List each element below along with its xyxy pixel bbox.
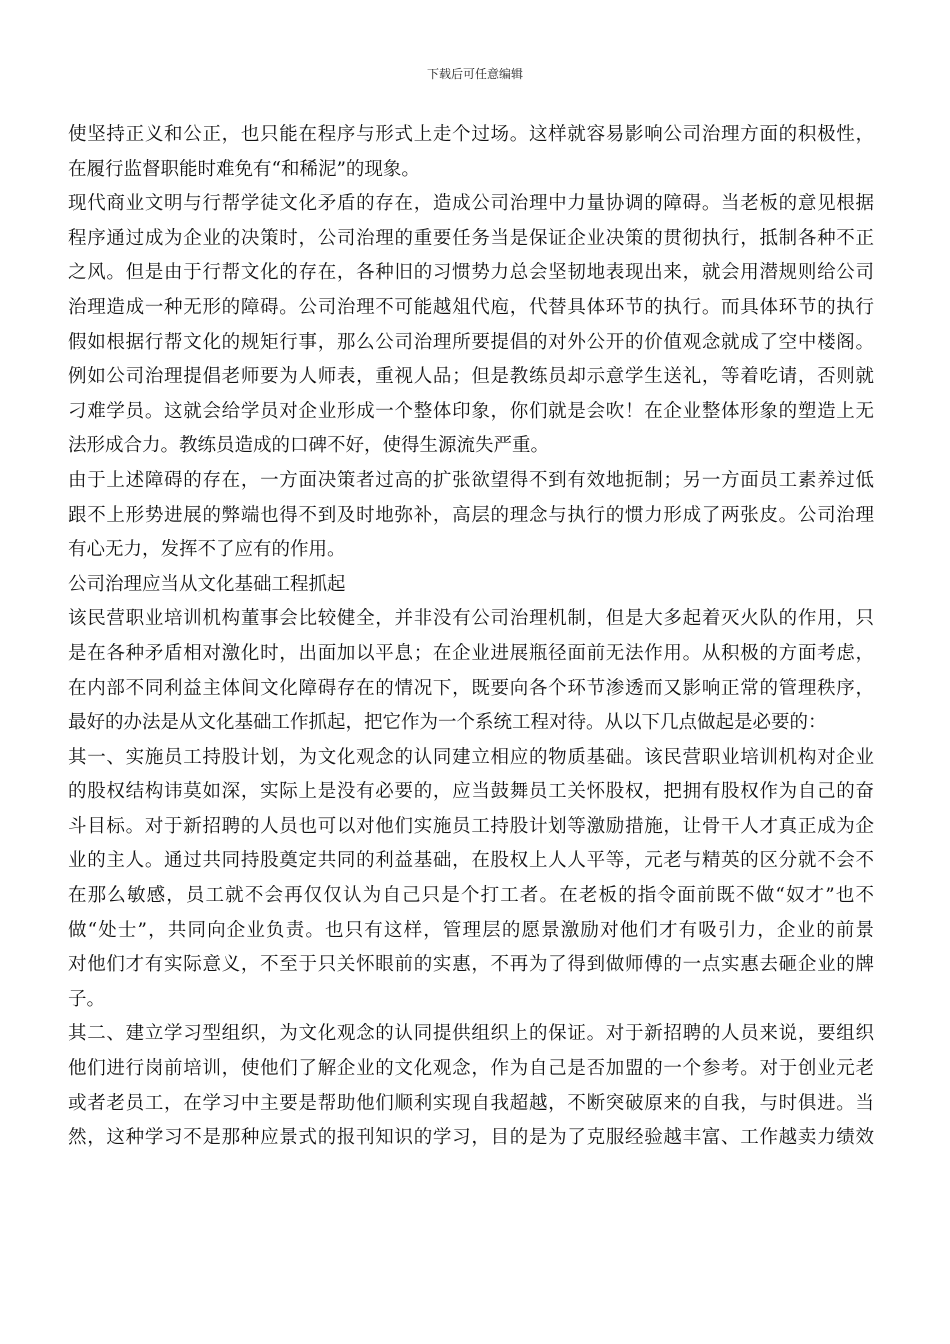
text-line: 对他们才有实际意义，不至于只关怀眼前的实惠，不再为了得到做师傅的一点实惠去砸企业的牌 [68,954,874,976]
page-header: 下载后可任意编辑 [426,67,523,81]
text-line: 在内部不同利益主体间文化障碍存在的情况下，既要向各个环节渗透而又影响正常的管理秩序， [68,677,874,699]
text-line: 跟不上形势进展的弊端也得不到及时地弥补，高层的理念与执行的惯力形成了两张皮。公司治理 [68,504,874,526]
paragraph [68,602,874,740]
text-line: 其二、建立学习型组织，为文化观念的认同提供组织上的保证。对于新招聘的人员来说，要组织 [68,1023,874,1045]
text-line: 有心无力，发挥不了应有的作用。 [68,539,346,561]
text-line: 由于上述障碍的存在，一方面决策者过高的扩张欲望得不到有效地扼制；另一方面员工素养过低 [68,469,874,491]
section-heading [68,568,874,603]
paragraph [68,1017,874,1155]
text-line: 然，这种学习不是那种应景式的报刊知识的学习，目的是为了克服经验越丰富、工作越卖力绩效 [68,1127,874,1149]
text-line: 他们进行岗前培训，使他们了解企业的文化观念，作为自己是否加盟的一个参考。对于创业元老 [68,1058,874,1080]
text-line: 在履行监督职能时难免有“和稀泥”的现象。 [68,158,420,180]
text-line: 在那么敏感，员工就不会再仅仅认为自己只是个打工者。在老板的指令面前既不做“奴才”也不 [68,885,874,907]
text-line: 子。 [68,988,106,1010]
paragraph [68,741,874,1018]
text-line: 程序通过成为企业的决策时，公司治理的重要任务当是保证企业决策的贯彻执行，抵制各种不正 [68,227,874,249]
paragraph [68,464,874,568]
text-line: 的股权结构讳莫如深，实际上是没有必要的，应当鼓舞员工关怀股权，把拥有股权作为自己的奋 [68,781,874,803]
text-line: 其一、实施员工持股计划，为文化观念的认同建立相应的物质基础。该民营职业培训机构对企业 [68,746,874,768]
text-line: 做“处士”，共同向企业负责。也只有这样，管理层的愿景激励对他们才有吸引力，企业的前景 [68,919,874,941]
text-line: 业的主人。通过共同持股奠定共同的利益基础，在股权上人人平等，元老与精英的区分就不会不 [68,850,874,872]
text-line: 该民营职业培训机构董事会比较健全，并非没有公司治理机制，但是大多起着灭火队的作用，只 [68,608,874,630]
text-line: 例如公司治理提倡老师要为人师表，重视人品；但是教练员却示意学生送礼，等着吃请，否则就 [68,366,874,388]
text-line: 治理造成一种无形的障碍。公司治理不可能越俎代庖，代替具体环节的执行。而具体环节的执行 [68,296,874,318]
text-line: 使坚持正义和公正，也只能在程序与形式上走个过场。这样就容易影响公司治理方面的积极性， [68,124,874,145]
text-line: 刁难学员。这就会给学员对企业形成一个整体印象，你们就是会吹！在企业整体形象的塑造上无 [68,400,874,422]
paragraph [68,118,874,187]
text-line: 公司治理应当从文化基础工程抓起 [68,573,346,595]
text-line: 现代商业文明与行帮学徒文化矛盾的存在，造成公司治理中力量协调的障碍。当老板的意见根据 [68,193,874,215]
paragraph [68,187,874,464]
text-line: 法形成合力。教练员造成的口碑不好，使得生源流失严重。 [68,435,550,457]
text-line: 之风。但是由于行帮文化的存在，各种旧的习惯势力总会坚韧地表现出来，就会用潜规则给公司 [68,262,874,284]
text-line: 最好的办法是从文化基础工作抓起，把它作为一个系统工程对待。从以下几点做起是必要的： [68,712,827,734]
text-line: 是在各种矛盾相对激化时，出面加以平息；在企业进展瓶径面前无法作用。从积极的方面考虑， [68,642,874,664]
text-line: 假如根据行帮文化的规矩行事，那么公司治理所要提倡的对外公开的价值观念就成了空中楼阁。 [68,331,874,353]
text-line: 斗目标。对于新招聘的人员也可以对他们实施员工持股计划等激励措施，让骨干人才真正成为企 [68,815,874,837]
text-line: 或者老员工，在学习中主要是帮助他们顺利实现自我超越，不断突破原来的自我，与时俱进。当 [68,1092,874,1114]
document-body [68,118,874,1156]
